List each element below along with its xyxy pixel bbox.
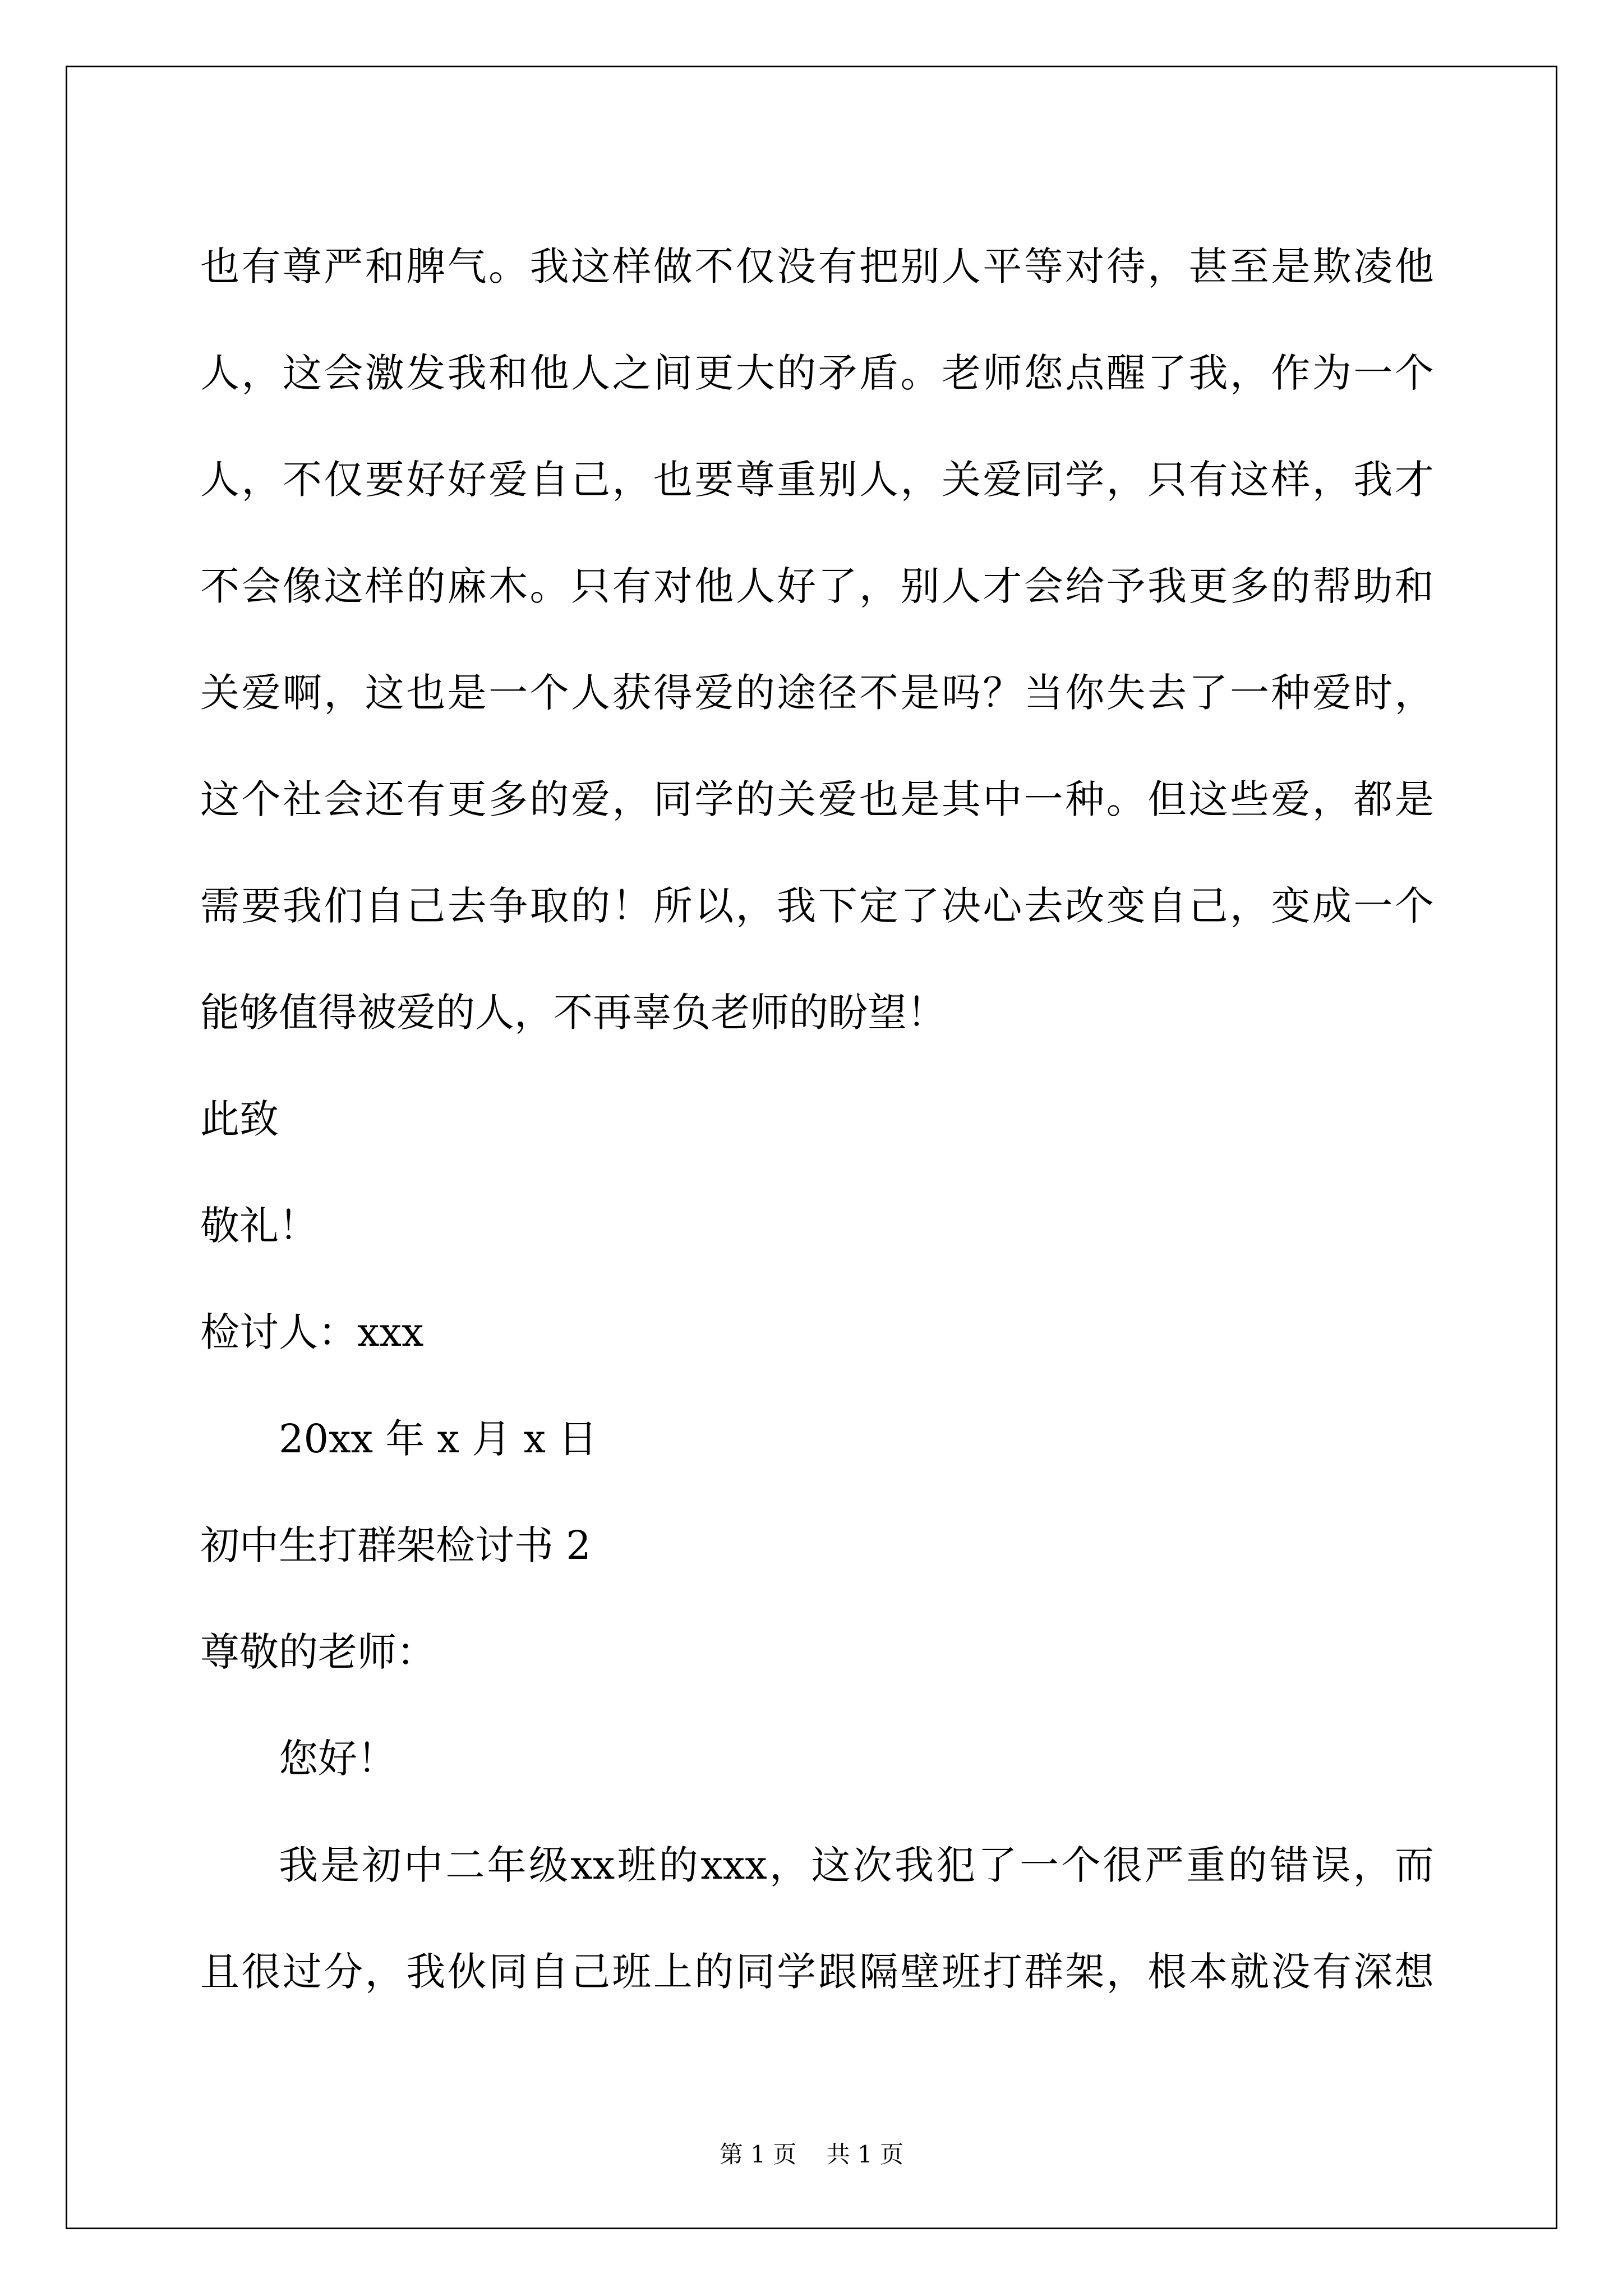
glyph: 而 (1394, 1842, 1434, 1888)
paragraph-line (200, 853, 1434, 959)
glyph: 帮 (1312, 563, 1352, 609)
glyph: 了 (900, 883, 940, 929)
glyph: 才 (1394, 457, 1434, 503)
glyph: 只 (1147, 457, 1187, 503)
glyph: 伙 (447, 1949, 487, 1995)
glyph: 盾 (859, 350, 898, 396)
glyph: 人 (735, 563, 775, 609)
glyph: 还 (365, 776, 404, 822)
glyph: 是 (900, 776, 940, 822)
glyph: 他 (694, 563, 734, 609)
glyph: ， (900, 457, 940, 503)
glyph: 分 (324, 1949, 363, 1995)
glyph: 他 (529, 350, 569, 396)
glyph: 作 (1271, 350, 1311, 396)
glyph: 定 (859, 883, 898, 929)
glyph: 别 (900, 563, 940, 609)
glyph: 径 (818, 670, 857, 716)
glyph: 凌 (1353, 243, 1393, 289)
glyph: 多 (1229, 563, 1269, 609)
glyph: 欺 (1312, 243, 1352, 289)
paragraph-line: 能够值得被爱的人，不再辜负老师的盼望！ (200, 990, 946, 1036)
glyph: 同 (488, 1949, 528, 1995)
glyph: 的 (1271, 563, 1311, 609)
glyph: 平 (983, 243, 1022, 289)
glyph: ， (859, 563, 898, 609)
glyph: 时 (1353, 670, 1393, 716)
glyph: 人 (859, 457, 898, 503)
glyph: 仅 (324, 457, 363, 503)
glyph: 了 (818, 563, 857, 609)
glyph: 人 (200, 457, 239, 503)
glyph: 关 (200, 670, 239, 716)
glyph: 很 (241, 1949, 281, 1995)
glyph: 不 (200, 563, 239, 609)
glyph: 是 (1394, 776, 1434, 822)
glyph: 师 (983, 350, 1022, 396)
glyph: 仅 (735, 243, 775, 289)
glyph: 这 (324, 563, 363, 609)
glyph: 同 (653, 776, 693, 822)
paragraph-line (200, 320, 1434, 426)
glyph: 等 (1023, 243, 1063, 289)
glyph: 自 (529, 457, 569, 503)
glyph: 气 (447, 243, 487, 289)
glyph: 对 (1065, 243, 1105, 289)
glyph: 去 (447, 883, 487, 929)
glyph: 是 (900, 670, 940, 716)
glyph: 但 (1147, 776, 1187, 822)
glyph: ， (365, 1949, 404, 1995)
glyph: ， (735, 883, 775, 929)
glyph: 些 (1229, 776, 1269, 822)
glyph: 是 (1271, 243, 1311, 289)
glyph: 的 (529, 776, 569, 822)
glyph: 好 (777, 563, 817, 609)
glyph: 初 (362, 1842, 402, 1888)
glyph: 不 (694, 243, 734, 289)
glyph: 要 (241, 883, 281, 929)
glyph: 中 (983, 776, 1022, 822)
glyph: 本 (1188, 1949, 1228, 1995)
glyph: ， (1106, 457, 1146, 503)
glyph: 间 (653, 350, 693, 396)
glyph: 的 (777, 350, 817, 396)
glyph: 我 (282, 883, 322, 929)
glyph: 大 (735, 350, 775, 396)
glyph: 。 (529, 563, 569, 609)
glyph: 会 (241, 563, 281, 609)
glyph: 对 (653, 563, 693, 609)
glyph: 己 (406, 883, 446, 929)
glyph: 自 (529, 1949, 569, 1995)
glyph: 的 (1228, 1842, 1267, 1888)
glyph: 去 (1147, 670, 1187, 716)
glyph: 做 (653, 243, 693, 289)
glyph: 争 (488, 883, 528, 929)
glyph: 心 (983, 883, 1022, 929)
glyph: 有 (241, 243, 281, 289)
glyph: 重 (1186, 1842, 1226, 1888)
glyph: 同 (735, 1949, 775, 1995)
glyph: 个 (241, 776, 281, 822)
glyph: 社 (282, 776, 322, 822)
glyph: 有 (612, 563, 652, 609)
glyph: 爱 (818, 776, 857, 822)
glyph: 爱 (488, 457, 528, 503)
glyph: 我 (406, 1949, 446, 1995)
glyph: 这 (365, 670, 404, 716)
glyph: 和 (488, 350, 528, 396)
glyph: 有 (1312, 1949, 1352, 1995)
glyph: 爱 (983, 457, 1022, 503)
glyph: 尊 (735, 457, 775, 503)
glyph: 种 (1065, 776, 1105, 822)
glyph: 别 (818, 457, 857, 503)
glyph: 学 (1065, 457, 1105, 503)
date-text: 20xx 年 x 月 x 日 (279, 1416, 598, 1462)
glyph: 中 (403, 1842, 443, 1888)
glyph: 予 (1106, 563, 1146, 609)
glyph: 自 (365, 883, 404, 929)
glyph: 关 (777, 776, 817, 822)
glyph: 爱 (570, 776, 610, 822)
glyph: 这 (200, 776, 239, 822)
glyph: 年 (487, 1842, 527, 1888)
glyph: 更 (694, 350, 734, 396)
glyph: 其 (941, 776, 981, 822)
paragraph-line (200, 426, 1434, 533)
paragraph-line (200, 1812, 1434, 1918)
glyph: 就 (1229, 1949, 1269, 1995)
glyph: 我 (895, 1842, 934, 1888)
glyph: 的 (570, 883, 610, 929)
glyph: 样 (365, 563, 404, 609)
glyph: 。 (488, 243, 528, 289)
glyph: 也 (859, 776, 898, 822)
glyph: 样 (1271, 457, 1311, 503)
glyph: 人 (570, 670, 610, 716)
paragraph-line (200, 1918, 1434, 2025)
section-title: 初中生打群架检讨书 2 (200, 1522, 591, 1568)
glyph: 没 (1271, 1949, 1311, 1995)
glyph: 人 (570, 350, 610, 396)
glyph: 途 (777, 670, 817, 716)
glyph: 不 (282, 457, 322, 503)
glyph: 上 (653, 1949, 693, 1995)
glyph: ， (324, 670, 363, 716)
glyph: 重 (777, 457, 817, 503)
glyph: 和 (1394, 563, 1434, 609)
glyph: 需 (200, 883, 239, 929)
glyph: 会 (324, 776, 363, 822)
glyph: 得 (653, 670, 693, 716)
glyph: 一 (1229, 670, 1269, 716)
glyph: 我 (447, 350, 487, 396)
glyph: 己 (570, 457, 610, 503)
glyph: ， (1229, 350, 1269, 396)
glyph: 之 (612, 350, 652, 396)
glyph: 爱 (1312, 670, 1352, 716)
glyph: 脾 (406, 243, 446, 289)
glyph: 们 (324, 883, 363, 929)
glyph: 只 (570, 563, 610, 609)
glyph: ， (241, 350, 281, 396)
glyph: 都 (1353, 776, 1393, 822)
glyph: 和 (365, 243, 404, 289)
glyph: 打 (983, 1949, 1022, 1995)
glyph: 这 (811, 1842, 851, 1888)
glyph: 会 (324, 350, 363, 396)
glyph: 误 (1311, 1842, 1351, 1888)
glyph: 矛 (818, 350, 857, 396)
glyph: ？ (983, 670, 1022, 716)
glyph: ， (241, 457, 281, 503)
glyph: 二 (445, 1842, 485, 1888)
paragraph-line (200, 213, 1434, 320)
glyph: 吗 (941, 670, 981, 716)
glyph: 一 (488, 670, 528, 716)
glyph: 要 (694, 457, 734, 503)
glyph: 下 (818, 883, 857, 929)
glyph: 助 (1353, 563, 1393, 609)
glyph: 更 (1188, 563, 1228, 609)
glyph: 变 (1106, 883, 1146, 929)
glyph: 别 (900, 243, 940, 289)
glyph: 也 (653, 457, 693, 503)
glyph: 要 (365, 457, 404, 503)
glyph: 更 (447, 776, 487, 822)
glyph: 这 (1229, 457, 1269, 503)
glyph: 种 (1271, 670, 1311, 716)
glyph: 一 (1353, 350, 1393, 396)
salute-text: 敬礼！ (200, 1203, 318, 1249)
glyph: 啊 (282, 670, 322, 716)
glyph: 跟 (818, 1949, 857, 1995)
glyph: 多 (488, 776, 528, 822)
glyph: 改 (1065, 883, 1105, 929)
glyph: 个 (1394, 883, 1434, 929)
glyph: 群 (1023, 1949, 1063, 1995)
glyph: 也 (406, 670, 446, 716)
glyph: ！ (612, 883, 652, 929)
glyph: 且 (200, 1949, 239, 1995)
glyph: 才 (983, 563, 1022, 609)
glyph: 好 (406, 457, 446, 503)
glyph: 木 (488, 563, 528, 609)
glyph: 待 (1106, 243, 1146, 289)
glyph: 有 (1188, 457, 1228, 503)
glyph: 他 (1394, 243, 1434, 289)
glyph: 我 (279, 1842, 318, 1888)
glyph: 为 (1312, 350, 1352, 396)
glyph: 班 (941, 1949, 981, 1995)
glyph: 我 (1147, 563, 1187, 609)
glyph: 我 (1353, 457, 1393, 503)
glyph: 有 (406, 776, 446, 822)
glyph: 的 (735, 776, 775, 822)
glyph: 学 (694, 776, 734, 822)
closing-text: 此致 (200, 1096, 279, 1142)
paragraph-line (200, 746, 1434, 853)
glyph: 了 (978, 1842, 1017, 1888)
glyph: 过 (282, 1949, 322, 1995)
glyph: 变 (1271, 883, 1311, 929)
glyph: 了 (1188, 670, 1228, 716)
glyph: 麻 (447, 563, 487, 609)
glyph: 错 (1269, 1842, 1309, 1888)
glyph: 好 (447, 457, 487, 503)
glyph: 样 (612, 243, 652, 289)
glyph: 严 (1144, 1842, 1184, 1888)
glyph: ， (1312, 776, 1352, 822)
glyph: 个 (1061, 1842, 1101, 1888)
glyph: 会 (1023, 563, 1063, 609)
glyph: ， (1147, 243, 1187, 289)
glyph: 班 (612, 1949, 652, 1995)
glyph: 成 (1312, 883, 1352, 929)
glyph: 以 (694, 883, 734, 929)
glyph: 发 (406, 350, 446, 396)
glyph: 个 (529, 670, 569, 716)
glyph: 。 (1106, 776, 1146, 822)
glyph: 班 (617, 1842, 657, 1888)
glyph: 架 (1065, 1949, 1105, 1995)
glyph: 把 (859, 243, 898, 289)
glyph: 级 (528, 1842, 568, 1888)
glyph: 关 (941, 457, 981, 503)
glyph: 深 (1353, 1949, 1393, 1995)
glyph: ， (1353, 1842, 1393, 1888)
glyph: 所 (653, 883, 693, 929)
glyph: ， (1106, 1949, 1146, 1995)
glyph: ， (1312, 457, 1352, 503)
glyph: xx (570, 1842, 615, 1888)
glyph: 爱 (694, 670, 734, 716)
page-footer: 第 1 页 共 1 页 (719, 2141, 904, 2168)
glyph: 我 (777, 883, 817, 929)
glyph: 严 (324, 243, 363, 289)
glyph: 至 (1229, 243, 1269, 289)
glyph: 像 (282, 563, 322, 609)
glyph: 获 (612, 670, 652, 716)
glyph: 的 (406, 563, 446, 609)
glyph: 人 (941, 563, 981, 609)
glyph: 的 (735, 670, 775, 716)
glyph: 人 (200, 350, 239, 396)
glyph: 人 (941, 243, 981, 289)
glyph: 您 (1023, 350, 1063, 396)
glyph: 你 (1065, 670, 1105, 716)
glyph: xxx (700, 1842, 767, 1888)
glyph: 老 (941, 350, 981, 396)
paragraph-line (200, 533, 1434, 639)
glyph: 爱 (241, 670, 281, 716)
glyph: 根 (1147, 1949, 1187, 1995)
glyph: 当 (1023, 670, 1063, 716)
greeting-text: 尊敬的老师： (200, 1629, 436, 1675)
glyph: 壁 (900, 1949, 940, 1995)
glyph: 也 (200, 243, 239, 289)
glyph: 己 (570, 1949, 610, 1995)
glyph: 了 (1147, 350, 1187, 396)
glyph: 尊 (282, 243, 322, 289)
glyph: 我 (529, 243, 569, 289)
glyph: 去 (1023, 883, 1063, 929)
glyph: 自 (1147, 883, 1187, 929)
glyph: ， (1394, 670, 1434, 716)
glyph: 这 (282, 350, 322, 396)
glyph: 的 (694, 1949, 734, 1995)
glyph: 学 (777, 1949, 817, 1995)
glyph: 醒 (1106, 350, 1146, 396)
glyph: ， (612, 776, 652, 822)
paragraph-line (200, 639, 1434, 746)
glyph: 犯 (936, 1842, 976, 1888)
glyph: 点 (1065, 350, 1105, 396)
glyph: ， (612, 457, 652, 503)
glyph: 没 (777, 243, 817, 289)
glyph: 隔 (859, 1949, 898, 1995)
hello-text: 您好！ (279, 1736, 396, 1782)
glyph: 不 (859, 670, 898, 716)
glyph: 是 (320, 1842, 360, 1888)
glyph: 一 (1023, 776, 1063, 822)
glyph: 取 (529, 883, 569, 929)
signer-text: 检讨人：xxx (200, 1309, 424, 1355)
glyph: 次 (852, 1842, 892, 1888)
glyph: 同 (1023, 457, 1063, 503)
glyph: 决 (941, 883, 981, 929)
glyph: 。 (900, 350, 940, 396)
glyph: 一 (1353, 883, 1393, 929)
glyph: 我 (1188, 350, 1228, 396)
glyph: 这 (570, 243, 610, 289)
document-body (200, 213, 1434, 2025)
glyph: 失 (1106, 670, 1146, 716)
glyph: 甚 (1188, 243, 1228, 289)
glyph: 己 (1188, 883, 1228, 929)
glyph: 一 (1019, 1842, 1059, 1888)
glyph: 很 (1103, 1842, 1142, 1888)
glyph: 爱 (1271, 776, 1311, 822)
glyph: 给 (1065, 563, 1105, 609)
glyph: ， (1229, 883, 1269, 929)
glyph: 个 (1394, 350, 1434, 396)
glyph: 是 (447, 670, 487, 716)
glyph: 的 (658, 1842, 698, 1888)
glyph: 激 (365, 350, 404, 396)
glyph: 这 (1188, 776, 1228, 822)
glyph: ， (769, 1842, 809, 1888)
glyph: 想 (1394, 1949, 1434, 1995)
glyph: 有 (818, 243, 857, 289)
